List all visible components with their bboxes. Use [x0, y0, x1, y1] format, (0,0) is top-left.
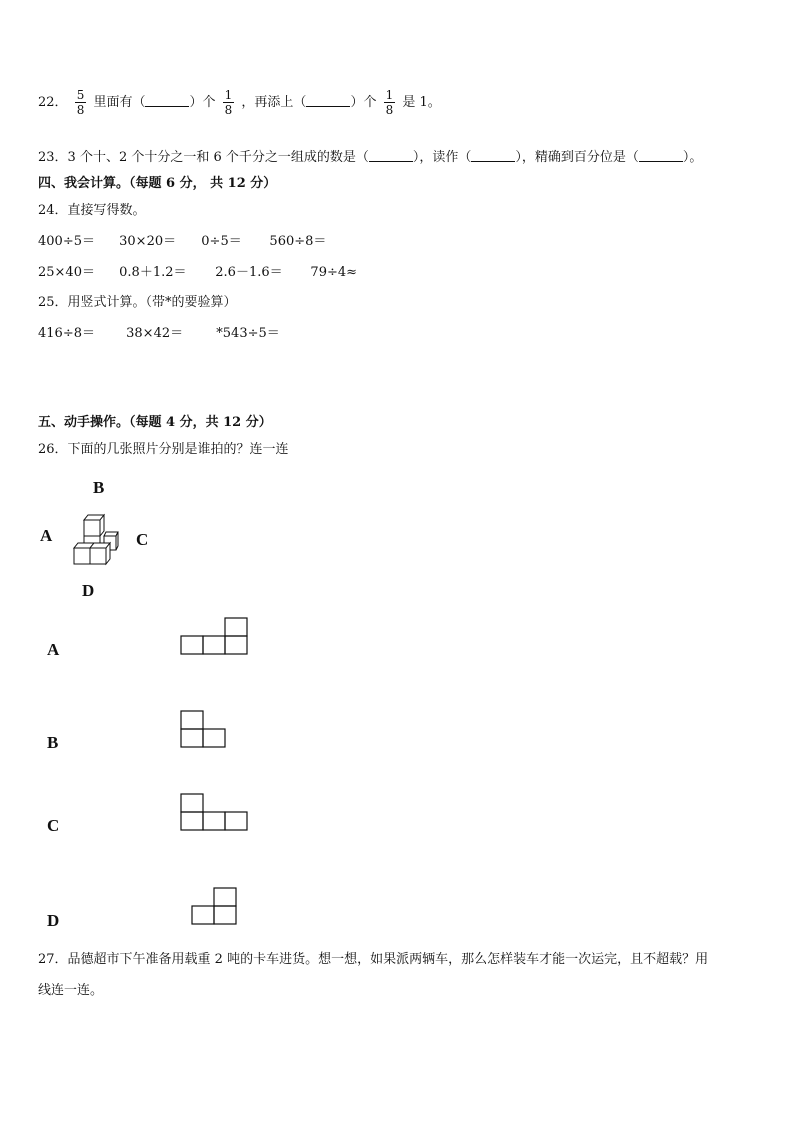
calc-item: 0.8＋1.2＝ — [119, 265, 187, 280]
calc-item: 30×20＝ — [119, 234, 177, 249]
calc-item: 416÷8＝ — [38, 326, 95, 341]
calc-row-3 — [38, 322, 280, 341]
fraction-one-eighth: $\frac{1}{8}$ — [385, 88, 394, 117]
question-22: 22． $\frac{5}{8}$ 里面有（ ）个 $\frac{1}{8}$ ，再添上（ ）个 $\frac{1}{8}$ 是 1。 — [38, 88, 441, 117]
view-label-a: A — [47, 640, 60, 659]
view-label-c: C — [47, 816, 60, 835]
answer-blank[interactable] — [471, 150, 515, 162]
section-heading-5: 五、动手操作。（每题 4 分，共 12 分） — [38, 415, 272, 430]
question-25-title: 25．用竖式计算。（带*的要验算） — [38, 295, 237, 310]
direction-label-b: B — [93, 478, 105, 497]
view-shape-a — [180, 617, 250, 657]
answer-blank[interactable] — [369, 150, 413, 162]
calc-row-2 — [38, 261, 357, 280]
calc-item: 400÷5＝ — [38, 234, 95, 249]
question-26-title: 26．下面的几张照片分别是谁拍的？连一连 — [38, 442, 289, 457]
calc-item: 2.6－1.6＝ — [215, 265, 283, 280]
view-shape-b — [180, 710, 230, 750]
view-label-d: D — [47, 911, 60, 930]
view-shape-d — [191, 887, 241, 927]
question-23: 23．3 个十、2 个十分之一和 6 个千分之一组成的数是（ ），读作（ ），精确到百分位是（ ）。 — [38, 150, 703, 165]
calc-item: *543÷5＝ — [216, 326, 280, 341]
view-label-b: B — [47, 733, 59, 752]
section-heading-4: 四、我会计算。（每题 6 分， 共 12 分） — [38, 176, 277, 191]
fraction-one-eighth: $\frac{1}{8}$ — [224, 88, 233, 117]
calc-row-1 — [38, 230, 326, 249]
calc-item: 25×40＝ — [38, 265, 95, 280]
question-27-line-2: 线连一连。 — [38, 983, 104, 998]
cube-stack-figure — [70, 508, 130, 568]
direction-label-c: C — [136, 530, 149, 549]
question-27-line-1: 27．品德超市下午准备用载重 2 吨的卡车进货。想一想，如果派两辆车，那么怎样装车才能一次运完，且不超载？用 — [38, 952, 709, 967]
view-shape-c — [180, 793, 252, 833]
question-24-title: 24．直接写得数。 — [38, 203, 146, 218]
fraction-five-eighths: $\frac{5}{8}$ — [76, 88, 85, 117]
answer-blank[interactable] — [145, 95, 189, 107]
direction-label-a: A — [40, 526, 53, 545]
answer-blank[interactable] — [306, 95, 350, 107]
calc-item: 0÷5＝ — [201, 234, 242, 249]
answer-blank[interactable] — [639, 150, 683, 162]
question-number: 22． — [38, 95, 68, 110]
direction-label-d: D — [82, 581, 95, 600]
calc-item: 38×42＝ — [126, 326, 184, 341]
calc-item: 560÷8＝ — [269, 234, 327, 249]
calc-item: 79÷4≈ — [310, 265, 358, 280]
